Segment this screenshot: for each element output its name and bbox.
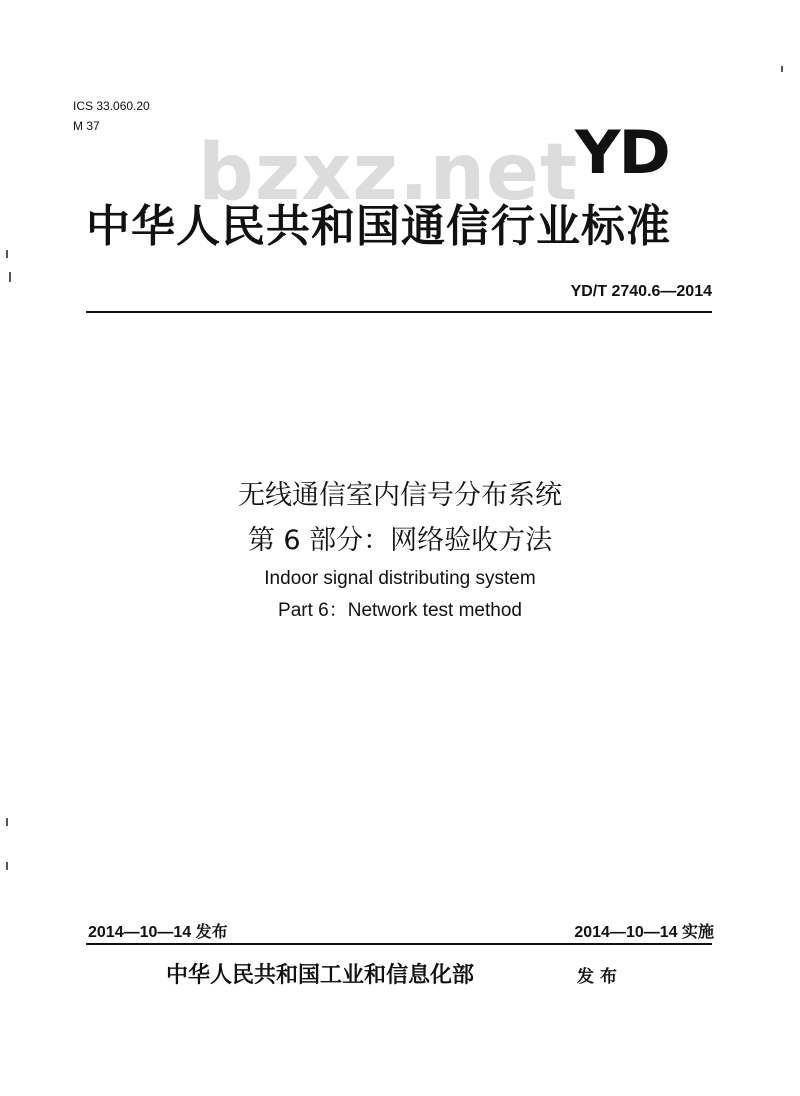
ics-code: ICS 33.060.20 <box>73 99 150 113</box>
watermark: bzxz.net <box>198 128 579 218</box>
yd-logo: YD <box>575 118 669 188</box>
issue-date: 2014—10—14 发布 <box>88 924 228 941</box>
scan-speck <box>781 66 783 72</box>
scan-speck <box>6 862 8 870</box>
publisher-suffix: 发布 <box>577 967 623 987</box>
standard-number: YD/T 2740.6—2014 <box>570 283 712 300</box>
scan-speck <box>6 818 8 826</box>
industry-standard-title: 中华人民共和国通信行业标准 <box>86 201 671 252</box>
bottom-divider <box>86 943 712 945</box>
classification-codes <box>73 96 150 136</box>
title-cn-line2: 第 6 部分：网络验收方法 <box>247 525 553 556</box>
scan-speck <box>6 250 8 258</box>
title-en-line1: Indoor signal distributing system <box>264 568 536 589</box>
top-divider <box>86 311 712 313</box>
scan-speck <box>9 272 11 282</box>
publisher-name: 中华人民共和国工业和信息化部 <box>166 962 475 988</box>
ccs-code: M 37 <box>73 119 100 133</box>
title-cn-line1: 无线通信室内信号分布系统 <box>238 480 562 511</box>
implementation-date: 2014—10—14 实施 <box>574 924 714 941</box>
title-en-line2: Part 6：Network test method <box>278 600 522 621</box>
